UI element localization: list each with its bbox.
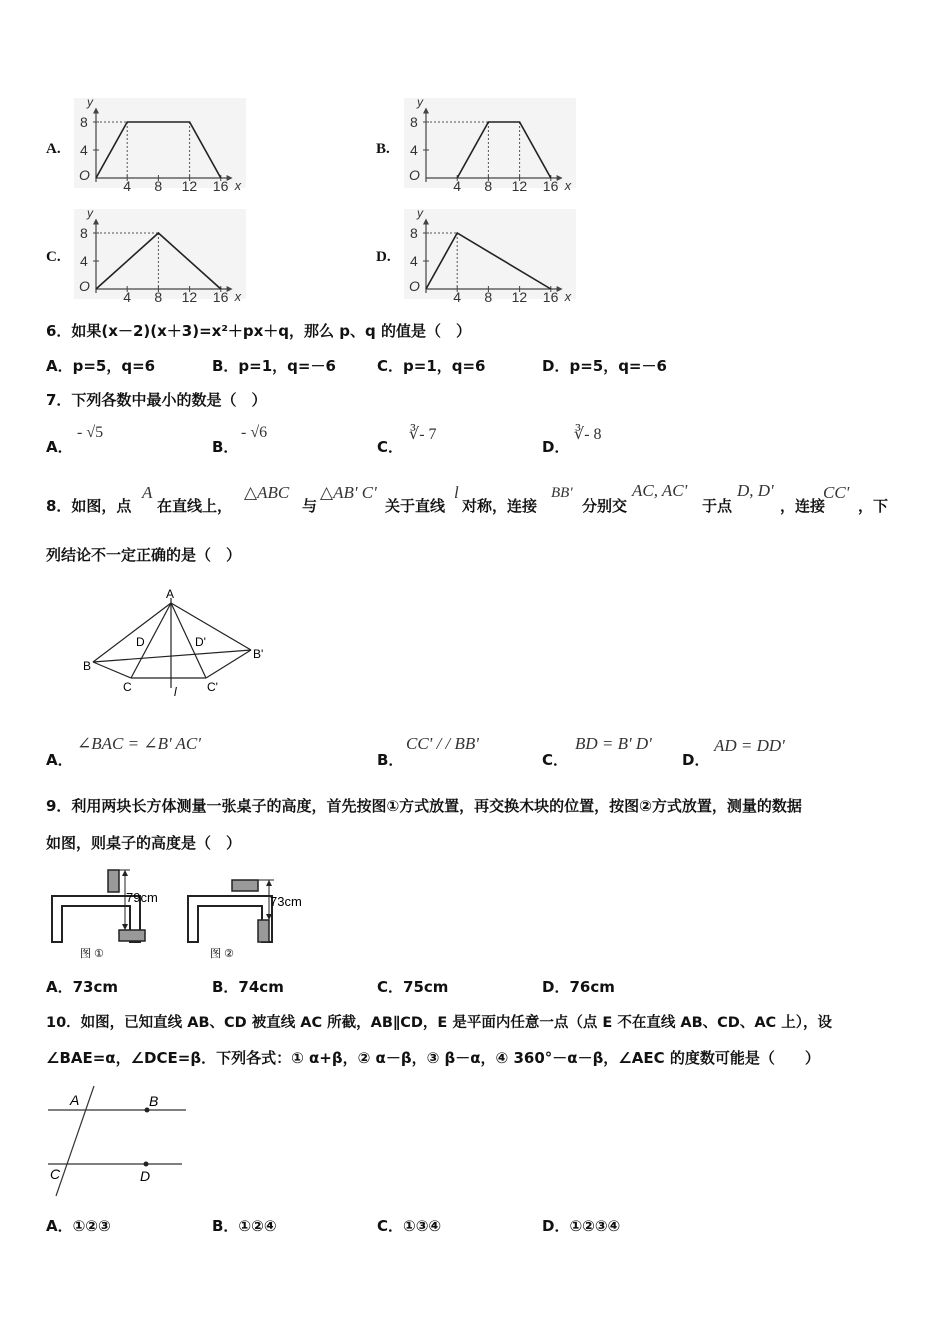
q9-text-line1: 9．利用两块长方体测量一张桌子的高度，首先按图①方式放置，再交换木块的位置，按图②方式放置，测量的数据 (46, 797, 802, 815)
q8-text-4: 关于直线 (385, 497, 446, 515)
y-tick-label: 4 (410, 142, 418, 158)
q8-math-dd: D, D' (737, 481, 774, 500)
q8-label-d: D (136, 635, 145, 649)
q8-option-a-math: ∠BAC = ∠B' AC' (77, 734, 201, 753)
q9-figure-1 (46, 866, 176, 962)
x-tick-label: 8 (154, 289, 163, 303)
x-tick-label: 16 (212, 178, 229, 192)
q9-text-line2: 如图，则桌子的高度是（ ） (46, 834, 242, 852)
q6-option-d[interactable]: D．p=5，q=－6 (542, 357, 667, 375)
q8-label-b-prime: B' (253, 647, 264, 661)
q8-text-7: 于点 (702, 497, 733, 515)
q5-option-a-label[interactable]: A. (46, 141, 61, 157)
graph-panel (404, 209, 576, 299)
y-axis-label: y (87, 206, 93, 220)
x-tick-label: 4 (453, 178, 461, 192)
x-tick-label: 16 (542, 289, 559, 303)
q10-option-b[interactable]: B．①②④ (212, 1217, 277, 1235)
q5-option-c-label[interactable]: C. (46, 249, 61, 265)
q8-text-3: 与 (302, 497, 318, 515)
q8-math-bb: BB' (551, 485, 573, 501)
q9-block-a-2 (258, 920, 269, 942)
q8-math-a: A (142, 483, 153, 502)
q7-option-d-math: ∛- 8 (574, 426, 602, 443)
q5-option-d-label[interactable]: D. (376, 249, 391, 265)
q8-option-c-math: BD = B' D' (575, 734, 652, 753)
x-tick-label: 8 (484, 178, 493, 192)
y-axis-label: y (87, 95, 93, 109)
q8-math-abc: △ABC (244, 483, 290, 502)
x-axis-label: x (564, 178, 572, 192)
q10-text-line1: 10．如图，已知直线 AB、CD 被直线 AC 所截，AB∥CD，E 是平面内任意一点（点 E 不在直线 AB、CD、AC 上），设 (46, 1015, 832, 1031)
q8-text-line2: 列结论不一定正确的是（ ） (46, 546, 242, 564)
x-tick-label: 8 (484, 289, 493, 303)
q9-option-b[interactable]: B．74cm (212, 978, 284, 996)
q8-line-ab-prime (171, 603, 251, 650)
q9-caption-1: 图 ① (80, 948, 104, 960)
q8-label-d-prime: D' (195, 635, 206, 649)
q8-text-9: ，下 (858, 497, 889, 515)
y-axis-label: y (417, 95, 423, 109)
q10-label-a: A (70, 1092, 80, 1108)
q10-option-a[interactable]: A．①②③ (46, 1217, 111, 1235)
q9-option-d[interactable]: D．76cm (542, 978, 615, 996)
x-tick-label: 12 (511, 289, 528, 303)
q9-block-b-2 (232, 880, 258, 891)
y-axis-label: y (417, 206, 423, 220)
q7-option-d-label: D． (542, 438, 570, 456)
q8-line-bb-prime (93, 650, 251, 662)
q7-stem: 7．下列各数中最小的数是（ ） (46, 391, 267, 409)
q8-option-b-label: B． (377, 751, 404, 769)
q7-option-b[interactable] (212, 436, 238, 457)
origin-label: O (79, 167, 90, 183)
q10-label-d: D (140, 1168, 151, 1184)
graph-panel (74, 98, 246, 188)
q6-stem: 6．如果(x－2)(x＋3)=x²＋px＋q，那么 p、q 的值是（ ） (46, 322, 471, 340)
q7-option-a[interactable] (46, 436, 73, 457)
q7-option-c-math: ∛- 7 (409, 426, 437, 443)
q8-option-d-label: D． (682, 751, 710, 769)
q9-measure-1: 79cm (126, 890, 158, 905)
x-tick-label: 12 (511, 178, 528, 192)
x-tick-label: 12 (181, 289, 198, 303)
x-tick-label: 12 (181, 178, 198, 192)
q8-figure (78, 580, 278, 700)
q8-math-cc: CC' (823, 483, 850, 502)
x-tick-label: 4 (453, 289, 461, 303)
graph-a (70, 94, 250, 192)
q5-option-b-label[interactable]: B. (376, 141, 390, 157)
q9-option-c[interactable]: C．75cm (377, 978, 449, 996)
q8-line-b-prime-c-prime (206, 650, 251, 678)
q8-math-l: l (454, 483, 459, 502)
q8-text-2: 在直线上， (157, 497, 233, 515)
q8-line-bc (93, 662, 131, 678)
q8-label-c: C (123, 680, 132, 694)
y-tick-label: 8 (80, 225, 88, 241)
graph-panel (404, 98, 576, 188)
x-tick-label: 4 (123, 178, 131, 192)
q9-block-a-1 (108, 870, 119, 892)
origin-label: O (409, 167, 420, 183)
y-tick-label: 8 (410, 225, 418, 241)
q10-option-c[interactable]: C．①③④ (377, 1217, 442, 1235)
q8-option-a-label: A． (46, 751, 73, 769)
q9-figure-2 (182, 866, 322, 962)
q8-text-8: ，连接 (780, 497, 826, 515)
q7-option-c-label: C． (377, 438, 404, 456)
x-tick-label: 16 (542, 178, 559, 192)
x-tick-label: 8 (154, 178, 163, 192)
q8-option-a[interactable] (46, 749, 73, 770)
q8-text-1: 8．如图，点 (46, 497, 132, 515)
q8-option-c[interactable] (542, 749, 568, 770)
x-axis-label: x (234, 178, 242, 192)
origin-label: O (79, 278, 90, 294)
origin-label: O (409, 278, 420, 294)
x-tick-label: 4 (123, 289, 131, 303)
q7-option-d[interactable] (542, 436, 569, 457)
y-tick-label: 8 (410, 114, 418, 130)
q7-option-a-label: A． (46, 438, 73, 456)
y-tick-label: 4 (80, 142, 88, 158)
q7-option-b-label: B． (212, 438, 239, 456)
x-tick-label: 16 (212, 289, 229, 303)
x-axis-label: x (234, 289, 242, 303)
q8-option-b-math: CC' / / BB' (406, 734, 479, 753)
q8-text-5: 对称，连接 (462, 497, 538, 515)
q8-label-b: B (83, 659, 92, 673)
q7-option-b-math: - √6 (241, 424, 268, 441)
q8-math-abc-prime: △AB' C' (320, 483, 377, 502)
q9-measure-2: 73cm (270, 894, 302, 909)
y-tick-label: 8 (80, 114, 88, 130)
graph-b (400, 94, 580, 192)
x-axis-label: x (564, 289, 572, 303)
q8-option-c-label: C． (542, 751, 569, 769)
q10-point-d (144, 1162, 149, 1167)
q9-caption-2: 图 ② (210, 948, 234, 960)
y-tick-label: 4 (410, 253, 418, 269)
q8-text-6: 分别交 (582, 497, 628, 515)
q10-option-d[interactable]: D．①②③④ (542, 1217, 621, 1235)
q9-option-a[interactable]: A．73cm (46, 978, 119, 996)
q8-label-c-prime: C' (207, 680, 218, 694)
q8-line-ab (93, 603, 171, 662)
q8-option-d-math: AD = DD' (714, 736, 785, 755)
q8-option-d[interactable] (682, 749, 709, 770)
q10-figure (40, 1082, 190, 1202)
q8-math-ac: AC, AC' (632, 481, 688, 500)
graph-d (400, 205, 580, 303)
q7-option-a-math: - √5 (77, 424, 104, 441)
q8-option-b[interactable] (377, 749, 403, 770)
q6-option-b[interactable]: B．p=1，q=－6 (212, 357, 336, 375)
q6-option-a[interactable]: A．p=5，q=6 (46, 357, 156, 375)
graph-c (70, 205, 250, 303)
q10-label-b: B (149, 1093, 159, 1109)
q9-block-b-1 (119, 930, 145, 941)
q10-label-c: C (50, 1166, 61, 1182)
q8-label-l: l (174, 685, 177, 699)
q8-label-a: A (166, 587, 175, 601)
y-tick-label: 4 (80, 253, 88, 269)
q7-option-c[interactable] (377, 436, 403, 457)
q10-text-line2: ∠BAE=α，∠DCE=β．下列各式：① α+β，② α－β，③ β－α，④ 360°－α－β，∠AEC 的度数可能是（ ） (46, 1049, 820, 1067)
q6-option-c[interactable]: C．p=1，q=6 (377, 357, 486, 375)
